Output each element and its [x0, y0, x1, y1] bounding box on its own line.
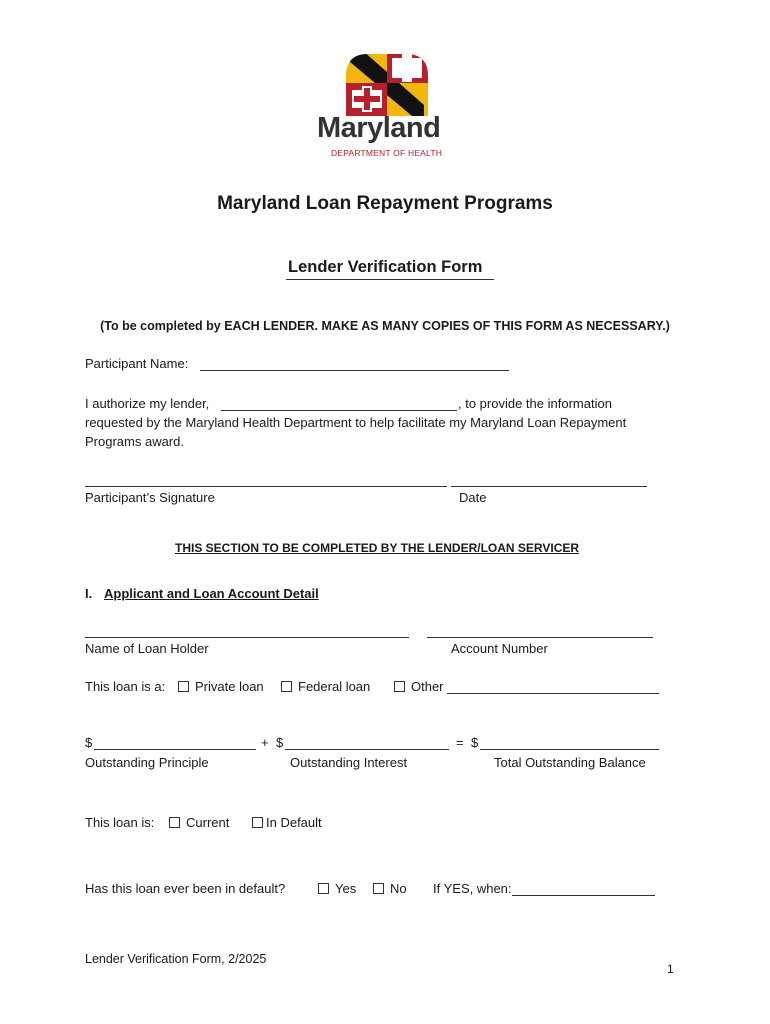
other-loan-option[interactable]: [394, 679, 444, 694]
in-default-checkbox[interactable]: [252, 817, 263, 828]
date-label: Date: [459, 490, 487, 505]
logo-subtitle: DEPARTMENT OF HEALTH: [331, 148, 443, 158]
total-balance-field[interactable]: [480, 749, 659, 750]
signature-label: Participant’s Signature: [85, 490, 215, 505]
form-subtitle: Lender Verification Form: [288, 258, 483, 276]
no-label: No: [390, 881, 407, 896]
current-label: Current: [186, 815, 230, 830]
lender-name-field[interactable]: [221, 410, 457, 411]
yes-checkbox[interactable]: [318, 883, 329, 894]
account-number-label: Account Number: [451, 641, 548, 656]
authorization-line-3: Programs award.: [85, 434, 184, 449]
lender-section-title: THIS SECTION TO BE COMPLETED BY THE LENDER/LOAN SERVICER: [175, 541, 580, 555]
yes-option[interactable]: [318, 881, 356, 896]
participant-date-field[interactable]: [451, 486, 647, 487]
outstanding-interest-label: Outstanding Interest: [290, 755, 408, 770]
other-loan-checkbox[interactable]: [394, 681, 405, 692]
authorization-prefix: I authorize my lender,: [85, 396, 210, 411]
footer-form-id: Lender Verification Form, 2/2025: [85, 952, 267, 966]
current-checkbox[interactable]: [169, 817, 180, 828]
private-loan-option[interactable]: [178, 679, 264, 694]
default-date-field[interactable]: [512, 895, 655, 896]
in-default-label: In Default: [266, 815, 322, 830]
federal-loan-checkbox[interactable]: [281, 681, 292, 692]
interest-dollar: $: [276, 735, 284, 750]
outstanding-interest-field[interactable]: [285, 749, 449, 750]
section-number: I.: [85, 586, 93, 601]
authorization-line-2: requested by the Maryland Health Department to help facilitate my Maryland Loan Repayment: [85, 415, 627, 430]
account-number-field[interactable]: [427, 637, 653, 638]
yes-label: Yes: [335, 881, 357, 896]
loan-status-label: This loan is:: [85, 815, 155, 830]
outstanding-principle-label: Outstanding Principle: [85, 755, 209, 770]
page-title: Maryland Loan Repayment Programs: [217, 193, 553, 214]
federal-loan-label: Federal loan: [298, 679, 371, 694]
authorization-suffix: , to provide the information: [458, 396, 612, 411]
principle-dollar: $: [85, 735, 93, 750]
in-default-option[interactable]: [252, 815, 322, 830]
other-loan-label: Other: [411, 679, 444, 694]
default-question: Has this loan ever been in default?: [85, 881, 286, 896]
federal-loan-option[interactable]: [281, 679, 370, 694]
outstanding-principle-field[interactable]: [94, 749, 256, 750]
participant-name-label: Participant Name:: [85, 356, 189, 371]
section-title: Applicant and Loan Account Detail: [104, 586, 319, 601]
subtitle-underline: [286, 279, 494, 280]
maryland-flag-logo: [342, 50, 432, 116]
plus-sign: +: [261, 735, 269, 750]
if-yes-label: If YES, when:: [433, 881, 512, 896]
private-loan-label: Private loan: [195, 679, 264, 694]
loan-type-label: This loan is a:: [85, 679, 166, 694]
private-loan-checkbox[interactable]: [178, 681, 189, 692]
participant-name-field[interactable]: [200, 370, 509, 371]
loan-holder-field[interactable]: [85, 637, 409, 638]
no-option[interactable]: [373, 881, 407, 896]
no-checkbox[interactable]: [373, 883, 384, 894]
page-number: 1: [667, 962, 674, 976]
total-balance-label: Total Outstanding Balance: [494, 755, 646, 770]
logo-wordmark: Maryland: [317, 112, 441, 144]
other-loan-field[interactable]: [447, 693, 659, 694]
loan-holder-label: Name of Loan Holder: [85, 641, 209, 656]
instructions: (To be completed by EACH LENDER. MAKE AS MANY COPIES OF THIS FORM AS NECESSARY.): [100, 319, 670, 333]
total-dollar: $: [471, 735, 479, 750]
current-option[interactable]: [169, 815, 229, 830]
participant-signature-field[interactable]: [85, 486, 447, 487]
equals-sign: =: [456, 735, 464, 750]
